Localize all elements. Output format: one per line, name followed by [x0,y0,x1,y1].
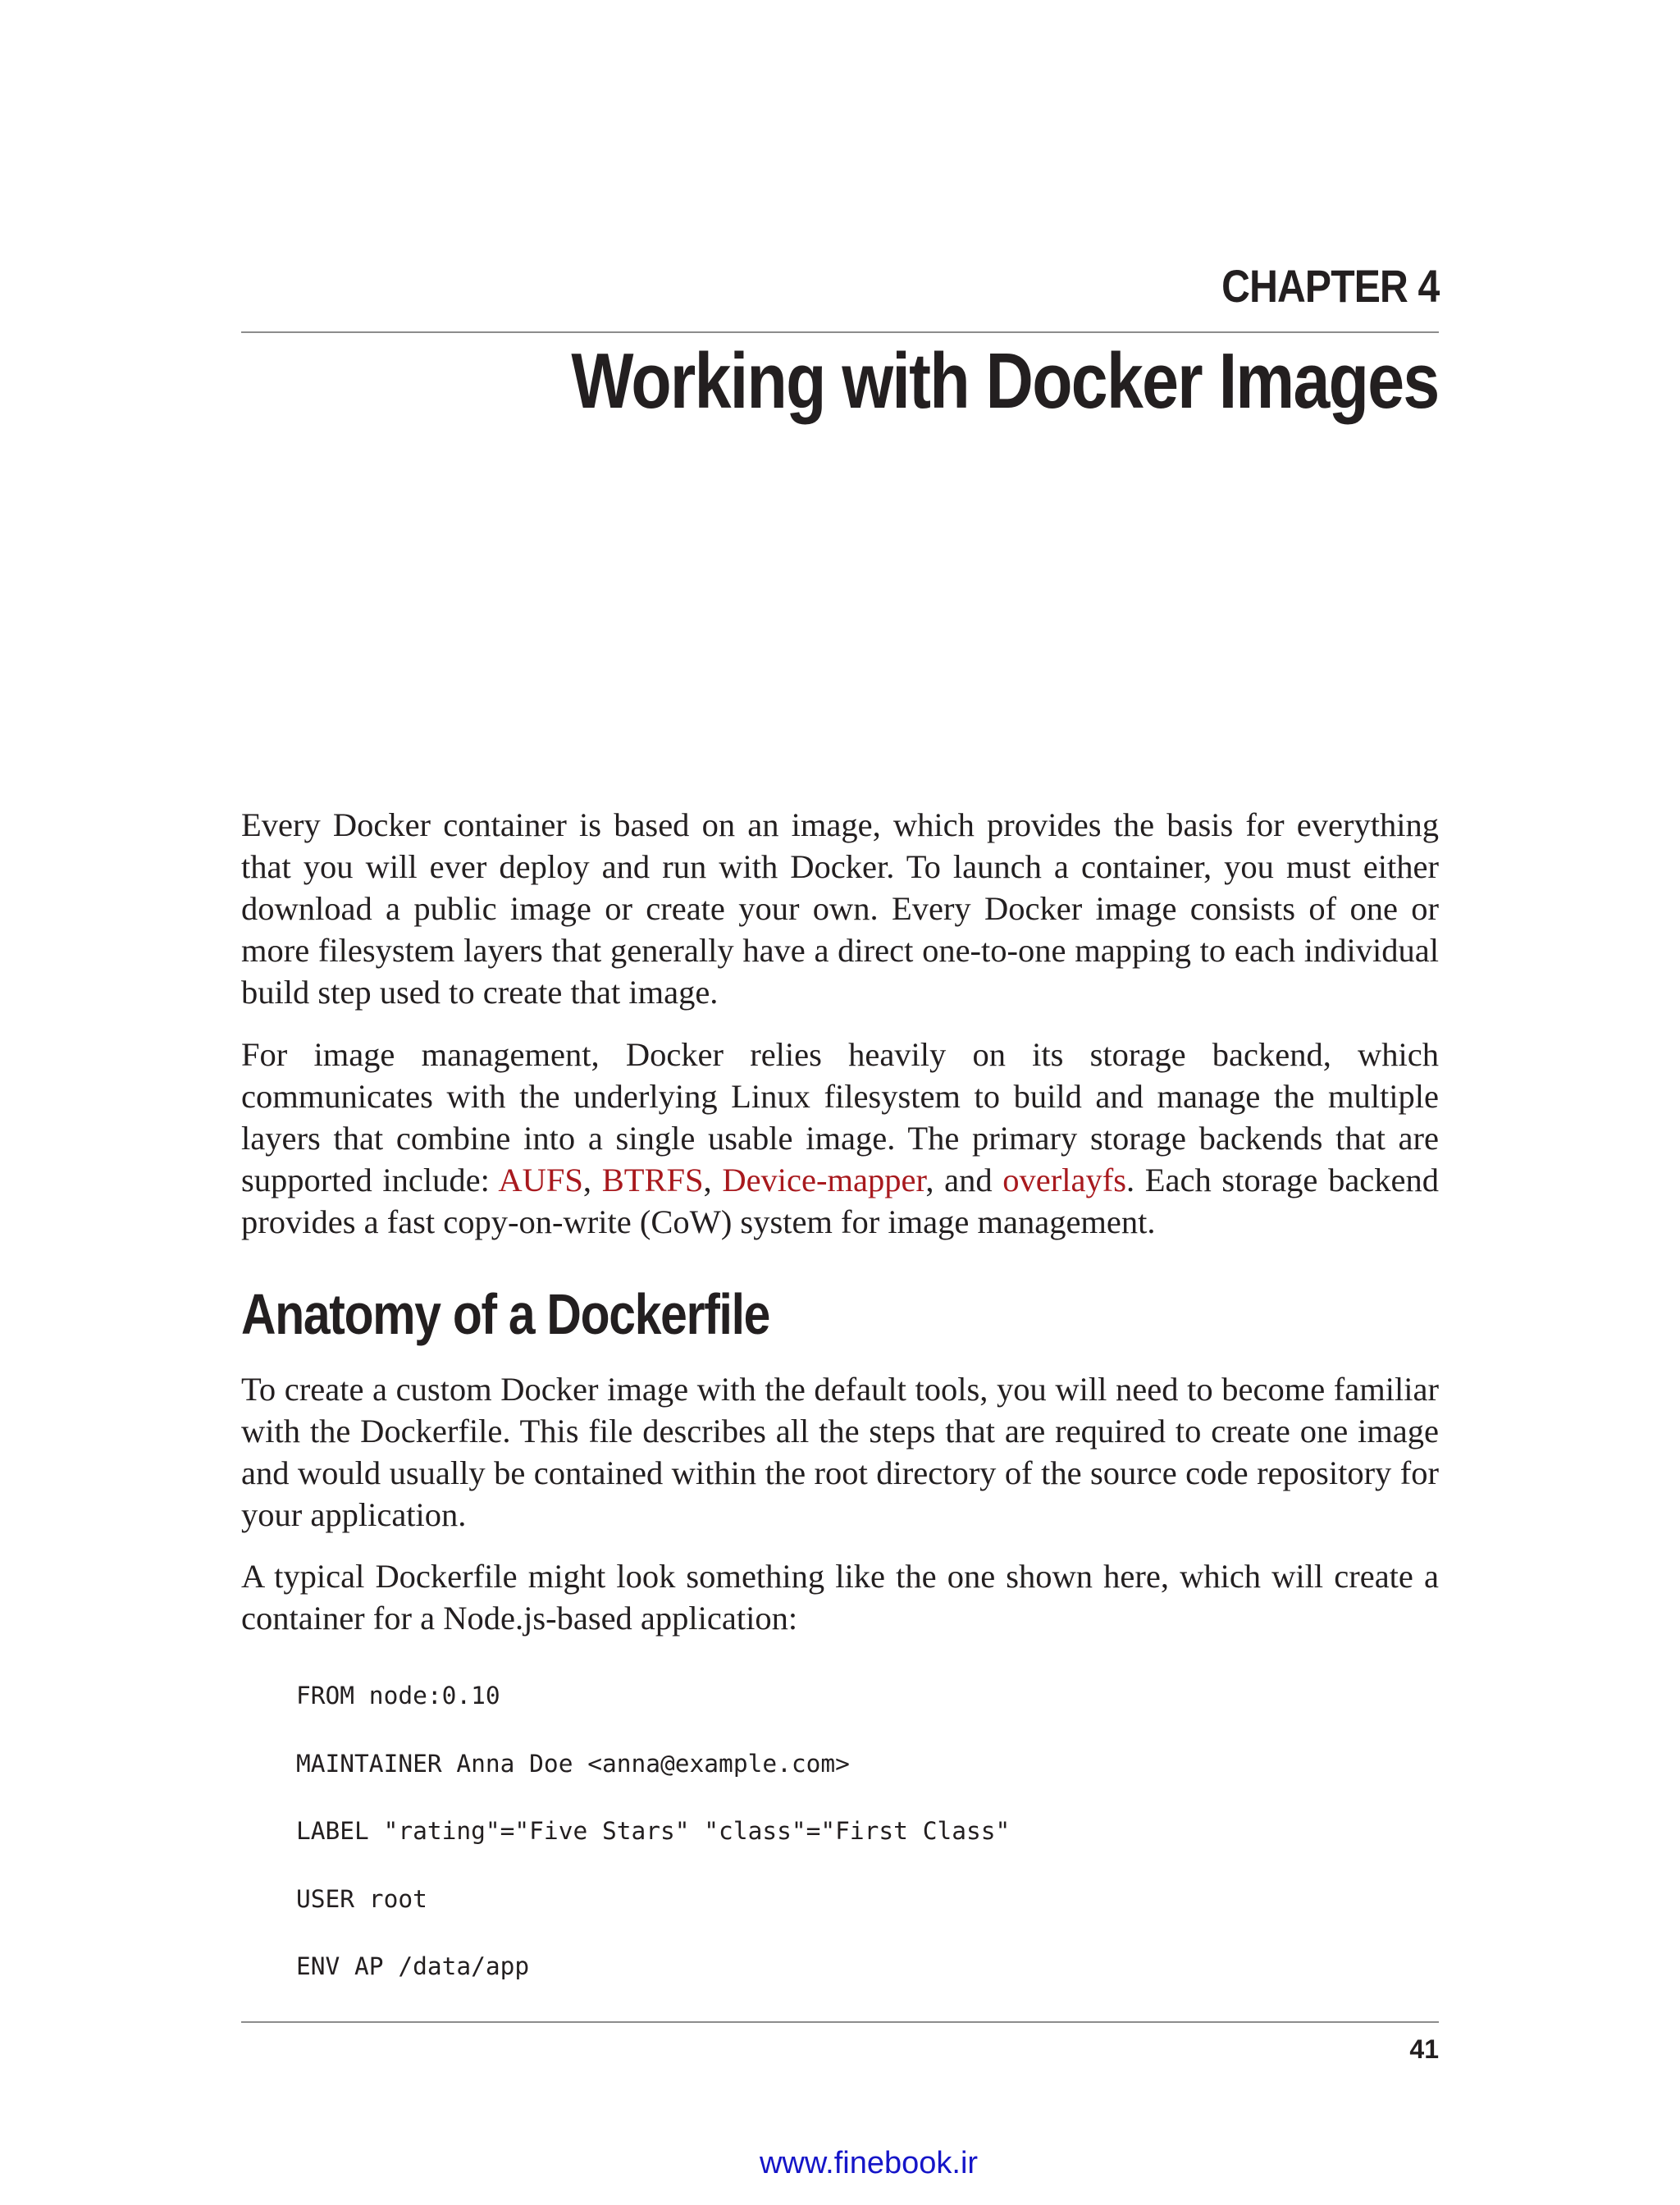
code-line: FROM node:0.10 [296,1682,500,1710]
link-device-mapper[interactable]: Device-mapper [722,1162,926,1198]
separator: , [582,1162,602,1198]
footer-rule [241,2021,1439,2023]
code-line: LABEL "rating"="Five Stars" "class"="First Class" [296,1817,1011,1845]
code-line: ENV AP /data/app [296,1952,530,1980]
section-paragraph-1: To create a custom Docker image with the default tools, you will need to become familiar with the Dockerfile. This file describes all the steps that are required to create one image and would usually be contained within the root directory of the source code repository for your application. [241,1371,1439,1533]
link-aufs[interactable]: AUFS [498,1162,583,1198]
intro-paragraph-2-before: For image management, Docker relies heavily on its storage backend, which communicates with the underlying Linux filesystem to build and manage the multiple layers that combine into a single usable image. The primary storage backends that are supported include: [241,1036,1439,1198]
separator: , and [925,1162,1003,1198]
chapter-title: Working with Docker Images [571,337,1439,425]
intro-paragraph-2-after: . Each storage backend provides a fast copy-on-write (CoW) system for image management. [241,1162,1440,1240]
code-line: MAINTAINER Anna Doe <anna@example.com> [296,1749,850,1778]
section-paragraph-2: A typical Dockerfile might look something like the one shown here, which will create a container for a Node.js-based application: [241,1558,1439,1637]
page-number: 41 [1409,2034,1439,2064]
dockerfile-code-block [296,1662,1010,2001]
watermark-link[interactable]: www.finebook.ir [759,2146,979,2180]
separator: , [703,1162,723,1198]
section-heading: Anatomy of a Dockerfile [241,1282,770,1346]
chapter-rule [241,331,1439,333]
chapter-label: CHAPTER 4 [1221,260,1439,312]
link-overlayfs[interactable]: overlayfs [1002,1162,1126,1198]
intro-paragraph-1: Every Docker container is based on an image, which provides the basis for everything that you will ever deploy and run with Docker. To launch a container, you must either download a public image or create your own. Every Docker image consists of one or more filesystem layers that generally have a direct one-to-one mapping to each individual build step used to create that image. [241,806,1439,1011]
code-line: USER root [296,1884,427,1913]
intro-paragraph-2 [241,1034,1439,1243]
link-btrfs[interactable]: BTRFS [601,1162,704,1198]
